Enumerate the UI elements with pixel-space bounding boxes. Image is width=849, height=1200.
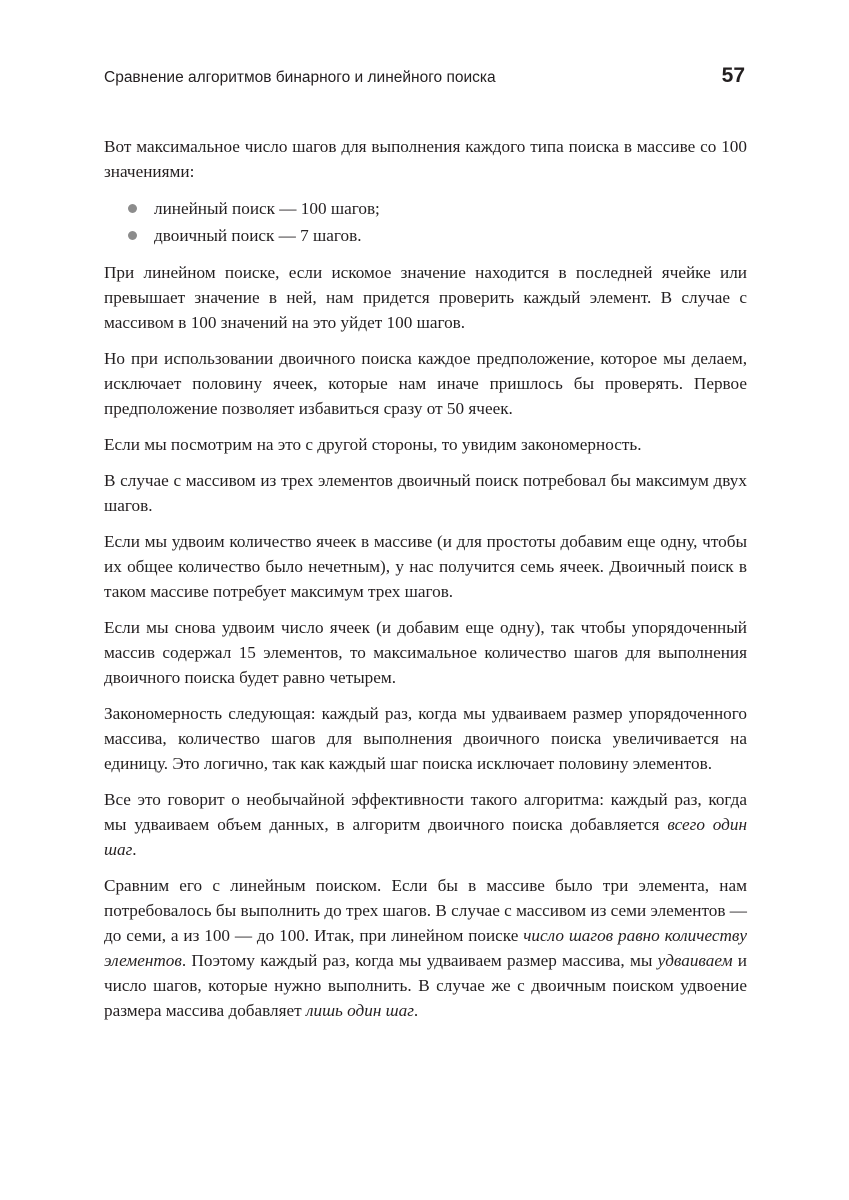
paragraph-rule: Закономерность следующая: каждый раз, когда мы удваиваем размер упорядоченного массива, количество шагов для выполнения двоичного поиска увеличивается на единицу. Это логично, так как каждый шаг поиска исключает половину элементов. xyxy=(104,704,747,773)
paragraph-comparison xyxy=(104,873,747,1023)
bullet-dot-icon xyxy=(128,204,137,213)
paragraph-linear-search: При линейном поиске, если искомое значение находится в последней ячейке или превышает значение в ней, нам придется проверить каждый элемент. В случае с массивом в 100 значений на это уйдет 100 шагов. xyxy=(104,263,747,332)
text-run: и число шагов, которые нужно выполнить. В случае же с двоичным поиском удвоение размера массива добавляет xyxy=(104,951,747,1020)
intro-paragraph: Вот максимальное число шагов для выполнения каждого типа поиска в массиве со 100 значениями: xyxy=(104,137,747,181)
text-run: . Поэтому каждый раз, когда мы удваиваем размер массива, мы xyxy=(181,951,658,970)
paragraph-fifteen-elements: Если мы снова удвоим число ячеек (и добавим еще одну), так чтобы упорядоченный массив содержал 15 элементов, то максимальное количество шагов для выполнения двоичного поиска будет равно четырем. xyxy=(104,618,747,687)
paragraph-pattern: Если мы посмотрим на это с другой стороны, то увидим закономерность. xyxy=(104,435,642,454)
text-run: . xyxy=(413,1001,419,1020)
page-number: 57 xyxy=(721,64,745,87)
running-title: Сравнение алгоритмов бинарного и линейного поиска xyxy=(104,69,496,86)
bullet-list xyxy=(104,195,747,249)
bullet-item xyxy=(104,222,747,249)
emphasis: удваиваем xyxy=(657,951,733,970)
running-head xyxy=(104,64,745,92)
text-run: . xyxy=(132,840,137,859)
bullet-dot-icon xyxy=(128,231,137,240)
text-run: Сравним его с линейным поиском. Если бы в массиве было три элемента, нам потребовалось бы выполнить до трех шагов. В случае с массивом из семи элементов — до семи, а из 100 — до 100. Итак, при линейном поиске xyxy=(104,876,747,945)
emphasis: лишь один шаг xyxy=(305,1001,414,1020)
emphasis: всего один шаг xyxy=(104,815,747,859)
paragraph-efficiency xyxy=(104,787,747,862)
bullet-text: линейный поиск — 100 шагов; xyxy=(154,199,380,218)
paragraph-binary-search: Но при использовании двоичного поиска каждое предположение, которое мы делаем, исключает половину ячеек, которые нам иначе пришлось бы проверять. Первое предположение позволяет избавиться сразу от 50 ячеек. xyxy=(104,349,747,418)
bullet-text: двоичный поиск — 7 шагов. xyxy=(154,226,362,245)
body-text xyxy=(104,134,747,1034)
text-run: Все это говорит о необычайной эффективности такого алгоритма: каждый раз, когда мы удваиваем объем данных, в алгоритм двоичного поиска добавляется xyxy=(104,790,747,834)
paragraph-seven-cells: Если мы удвоим количество ячеек в массиве (и для простоты добавим еще одну, чтобы их общее количество было нечетным), у нас получится семь ячеек. Двоичный поиск в таком массиве потребует максимум трех шагов. xyxy=(104,532,747,601)
emphasis: число шагов равно количеству элементов xyxy=(104,926,748,970)
bullet-item xyxy=(104,195,747,222)
paragraph-three-elements: В случае с массивом из трех элементов двоичный поиск потребовал бы максимум двух шагов. xyxy=(104,471,747,515)
